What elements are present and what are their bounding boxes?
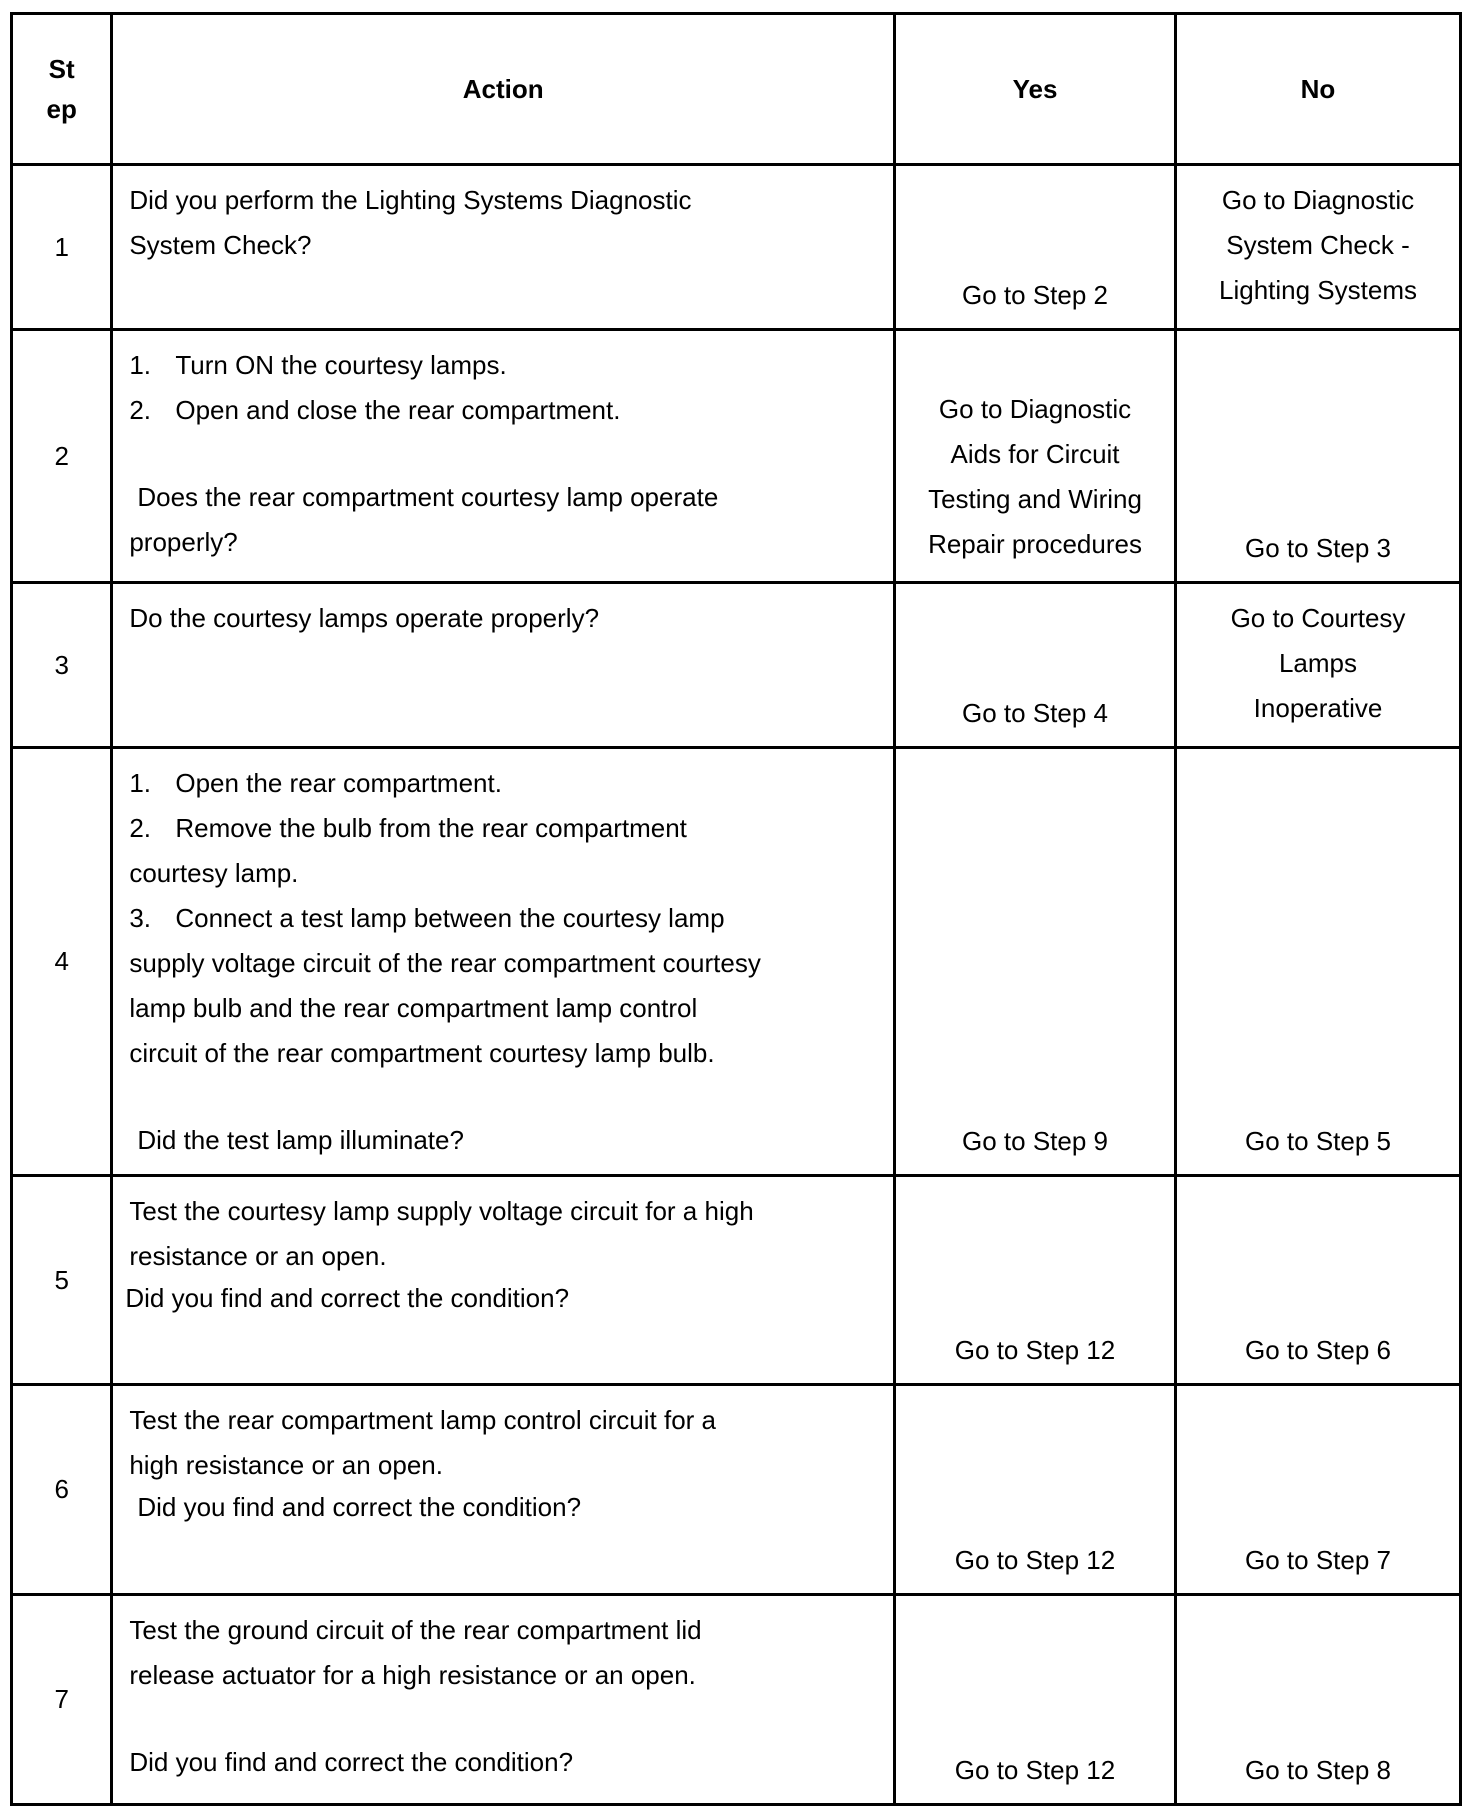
diagnostic-table [10,12,1462,1806]
list-marker: 1. [129,350,152,380]
no-cell: Go to Step 3 [1176,330,1461,583]
action-question: Did the test lamp illuminate? [137,1125,464,1155]
action-text: Did you perform the Lighting Systems Diagnostic [129,185,692,215]
action-text: Test the ground circuit of the rear compartment lid [129,1615,702,1645]
step-number: 6 [12,1385,112,1595]
action-text: supply voltage circuit of the rear compartment courtesy [129,948,761,978]
header-step: St ep [12,14,112,165]
action-text: Test the rear compartment lamp control circuit for a [129,1405,717,1435]
step-number: 7 [12,1595,112,1805]
yes-text: Testing and Wiring [928,484,1142,514]
action-text: resistance or an open. [129,1241,387,1271]
action-text: Connect a test lamp between the courtesy lamp [175,903,725,933]
action-cell [112,748,895,1176]
action-text: System Check? [129,230,312,260]
action-question: Does the rear compartment courtesy lamp operate [137,482,719,512]
action-question: Did you find and correct the condition? [129,1747,574,1777]
yes-cell: Go to Step 4 [895,583,1176,748]
no-text: Inoperative [1253,693,1383,723]
action-cell [112,330,895,583]
step-number: 3 [12,583,112,748]
action-text: release actuator for a high resistance or an open. [129,1660,696,1690]
no-cell: Go to Step 7 [1176,1385,1461,1595]
action-text: high resistance or an open. [129,1450,443,1480]
yes-text: Repair procedures [928,529,1142,559]
step-number: 4 [12,748,112,1176]
step-number: 1 [12,165,112,330]
yes-cell: Go to Step 12 [895,1176,1176,1385]
step-number: 5 [12,1176,112,1385]
action-text: Remove the bulb from the rear compartment [175,813,687,843]
action-text: lamp bulb and the rear compartment lamp control [129,993,698,1023]
yes-cell: Go to Step 12 [895,1595,1176,1805]
no-cell [1176,165,1461,330]
action-text: Turn ON the courtesy lamps. [175,350,507,380]
header-no: No [1176,14,1461,165]
yes-cell [895,330,1176,583]
action-question: Did you find and correct the condition? [125,1283,570,1313]
header-row [12,14,1461,165]
action-text: circuit of the rear compartment courtesy lamp bulb. [129,1038,715,1068]
action-cell [112,1595,895,1805]
header-yes: Yes [895,14,1176,165]
yes-cell: Go to Step 12 [895,1385,1176,1595]
yes-cell: Go to Step 2 [895,165,1176,330]
action-text: Open the rear compartment. [175,768,502,798]
list-marker: 3. [129,903,152,933]
table-row [12,748,1461,1176]
action-text: Test the courtesy lamp supply voltage circuit for a high [129,1196,754,1226]
no-text: Go to Diagnostic [1221,185,1415,215]
no-text: Lamps [1278,648,1358,678]
action-question: properly? [129,527,238,557]
action-question: Did you find and correct the condition? [137,1492,582,1522]
no-text: Go to Courtesy [1230,603,1406,633]
no-text: System Check - [1226,230,1410,260]
list-marker: 2. [129,813,152,843]
table-row [12,330,1461,583]
list-marker: 2. [129,395,152,425]
table-row [12,1385,1461,1595]
yes-text: Aids for Circuit [950,439,1120,469]
no-cell: Go to Step 5 [1176,748,1461,1176]
table-row [12,165,1461,330]
action-text: courtesy lamp. [129,858,299,888]
table-row [12,1595,1461,1805]
yes-text: Go to Diagnostic [938,394,1132,424]
action-cell [112,583,895,748]
list-marker: 1. [129,768,152,798]
action-text: Do the courtesy lamps operate properly? [129,603,600,633]
yes-cell: Go to Step 9 [895,748,1176,1176]
action-cell [112,165,895,330]
table-row [12,583,1461,748]
action-cell [112,1385,895,1595]
header-action: Action [112,14,895,165]
action-cell [112,1176,895,1385]
table-row [12,1176,1461,1385]
action-text: Open and close the rear compartment. [175,395,621,425]
no-text: Lighting Systems [1219,275,1417,305]
no-cell [1176,583,1461,748]
no-cell: Go to Step 8 [1176,1595,1461,1805]
step-number: 2 [12,330,112,583]
no-cell: Go to Step 6 [1176,1176,1461,1385]
